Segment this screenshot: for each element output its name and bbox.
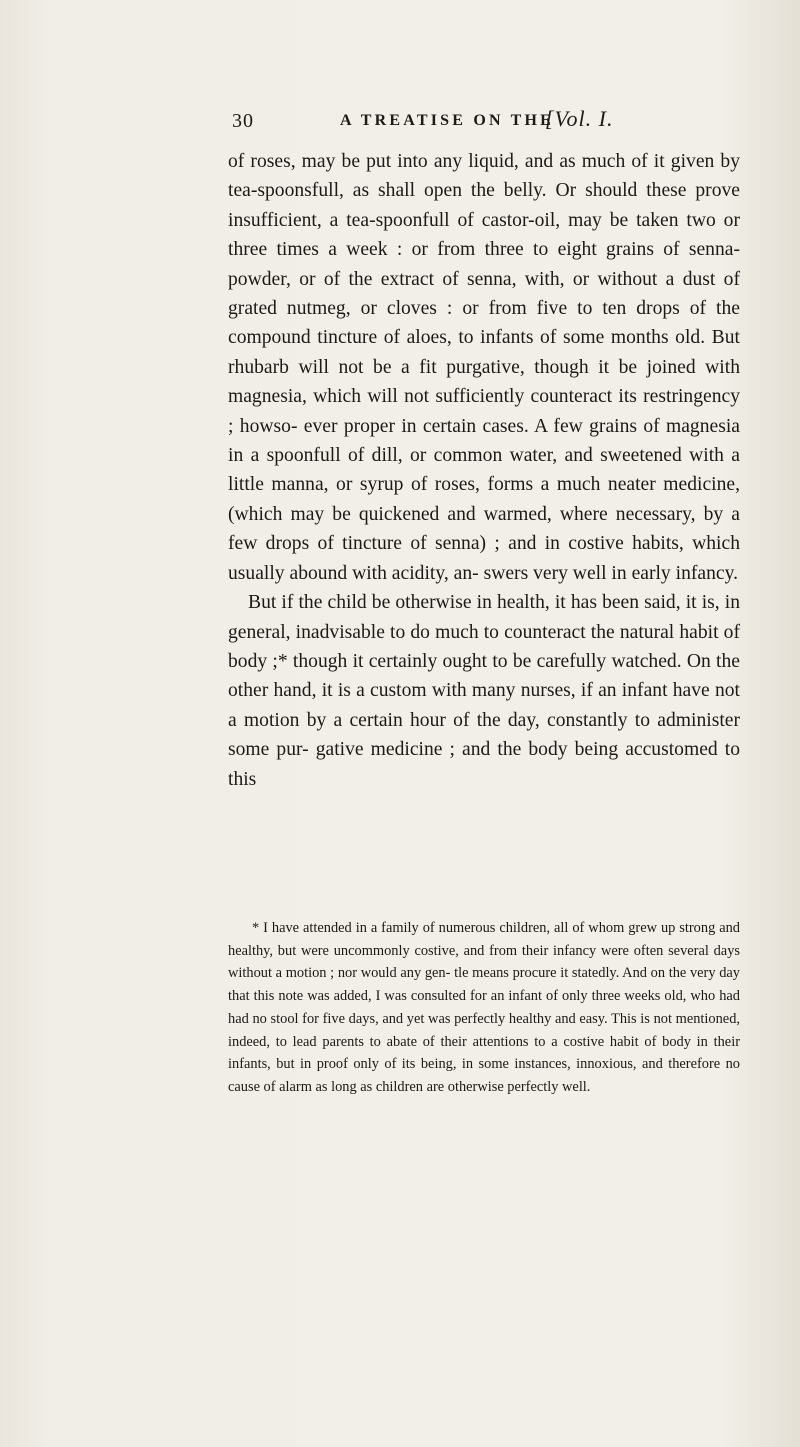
- page-header: [0, 100, 800, 140]
- footnote-text: * I have attended in a family of numerous children, all of whom grew up strong and healthy, but were uncommonly costive, and from their infancy were often several days without a motion ; nor would any gen- tle means procure it statedly. And on the very day that this note was added, I was consulted for an infant of only three weeks old, who had had no stool for five days, and yet was perfectly healthy and easy. This is not mentioned, indeed, to lead parents to abate of their attentions to a costive habit of body in their infants, but in proof only of its being, in some instances, innoxious, and therefore no cause of alarm as long as children are otherwise perfectly well.: [228, 920, 740, 1095]
- paragraph: But if the child be otherwise in health, it has been said, it is, in general, inadvisable to do much to counteract the natural habit of body ;* though it certainly ought to be carefully watched. On the other hand, it is a custom with many nurses, if an infant have not a motion by a certain hour of the day, constantly to administer some pur- gative medicine ; and the body being accustomed to this: [228, 592, 740, 790]
- footnote: [228, 917, 740, 1099]
- body-text: [228, 147, 740, 794]
- paragraph: of roses, may be put into any liquid, and as much of it given by tea-spoonsfull, as shall open the belly. Or should these prove insufficient, a tea-spoonfull of castor-oil, may be taken two or three times a week : or from three to eight grains of senna-powder, or of the extract of senna, with, or without a dust of grated nutmeg, or cloves : or from five to ten drops of the compound tincture of aloes, to infants of some months old. But rhubarb will not be a fit purgative, though it be joined with magnesia, which will not sufficiently counteract its restringency ; howso- ever proper in certain cases. A few grains of magnesia in a spoonfull of dill, or common water, and sweetened with a little manna, or syrup of roses, forms a much neater medicine, (which may be quickened and warmed, where necessary, by a few drops of tincture of senna) ; and in costive habits, which usually abound with acidity, an- swers very well in early infancy.: [228, 151, 740, 584]
- volume-marker: [Vol. I.: [545, 106, 614, 131]
- page-number: 30: [232, 110, 254, 132]
- running-title: A TREATISE ON THE: [340, 112, 555, 129]
